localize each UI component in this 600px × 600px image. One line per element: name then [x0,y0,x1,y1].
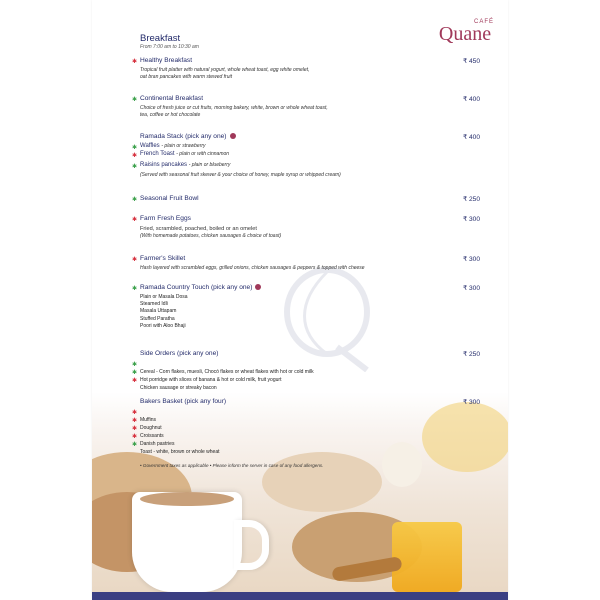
item-price: ₹ 300 [462,399,480,406]
item-description: tea, coffee or hot chocolate [140,112,201,118]
item-description: Choice of fresh juice or cut fruits, morning bakery, white, brown or whole wheat toast, [140,105,328,111]
item-price: ₹ 300 [462,216,480,223]
option: Masala Uttapam [140,308,177,315]
option: Doughnut [140,425,162,431]
item-price: ₹ 250 [462,196,480,203]
option: Hot porridge with slices of banana & hot or cold milk, fruit yogurt [140,377,282,383]
option: Poori with Aloo Bhaji [140,322,186,329]
section-timing: From 7:00 am to 10:30 am [140,44,199,50]
veg-icon: ✱ [132,96,138,103]
item-price: ₹ 400 [462,134,480,141]
item-price: ₹ 300 [462,285,480,292]
footnote: • Government taxes as applicable • Please inform the server in case of any food allergens. [140,463,324,468]
section-title: Breakfast [140,33,181,44]
menu-item [132,215,480,240]
menu-item [132,284,480,330]
item-name: Ramada Stack (pick any one) [140,133,236,140]
option: Steamed Idli [140,301,168,308]
item-price: ₹ 300 [462,256,480,263]
nonveg-icon: ✱ [132,425,138,432]
item-name: Continental Breakfast [140,95,204,102]
nonveg-icon: ✱ [132,409,138,416]
nonveg-icon: ✱ [132,216,138,223]
veg-icon: ✱ [132,285,138,292]
logo-name-text: Quane [438,23,492,45]
option: Muffins [140,417,157,423]
badge-icon [255,284,261,290]
veg-icon: ✱ [132,163,138,170]
menu-page [92,0,508,600]
bottom-bar [92,592,508,600]
logo-cafe-text: CAFÉ [473,19,494,25]
menu-item [132,195,480,205]
option: Toast - white, brown or whole wheat [140,449,220,455]
veg-icon: ✱ [132,144,138,151]
item-name: Side Orders (pick any one) [140,350,219,357]
item-description: Tropical fruit platter with natural yogurt, whole wheat toast, egg white omelet, [140,67,310,73]
veg-icon: ✱ [132,369,138,376]
nonveg-icon: ✱ [132,152,138,159]
sub-item: French Toast - plain or with cinnamon [140,151,230,157]
item-name: Healthy Breakfast [140,57,193,64]
nonveg-icon: ✱ [132,417,138,424]
item-name: Farm Fresh Eggs [140,215,191,222]
menu-item [132,398,480,455]
nonveg-icon: ✱ [132,256,138,263]
item-name: Ramada Country Touch (pick any one) [140,284,261,291]
item-price: ₹ 250 [462,351,480,358]
cafe-logo [428,19,502,46]
menu-item [132,133,480,179]
option: Croissants [140,433,164,439]
item-description: (With homemade potatoes, chicken sausages & choice of toast) [140,233,282,239]
item-description: oat bran pancakes with warm stewed fruit [140,74,232,80]
menu-item [132,57,480,81]
nonveg-icon: ✱ [132,433,138,440]
nonveg-icon: ✱ [132,58,138,65]
item-line: Fried, scrambled, poached, boiled or an omelet [140,226,257,232]
option: Danish pastries [140,441,175,447]
nonveg-icon: ✱ [132,377,138,384]
item-name: Seasonal Fruit Bowl [140,195,199,202]
item-description: (Served with seasonal fruit skewer & your choice of honey, maple syrup or whipped cream) [140,172,341,178]
sub-item: Raisins pancakes - plain or blueberry [140,162,231,168]
veg-icon: ✱ [132,441,138,448]
item-name: Bakers Basket (pick any four) [140,398,227,405]
sub-item: Waffles - plain or strawberry [140,143,206,149]
item-price: ₹ 400 [462,96,480,103]
veg-icon: ✱ [132,196,138,203]
menu-item [132,350,480,391]
menu-item [132,255,480,272]
option: Cereal - Corn flakes, muesli, Chocó flakes or wheat flakes with hot or cold milk [140,369,314,375]
item-price: ₹ 450 [462,58,480,65]
item-description: Hash layered with scrambled eggs, grilled onions, chicken sausages & peppers & topped with cheese [140,265,365,271]
menu-item [132,95,480,119]
option: Chicken sausage or streaky bacon [140,385,217,391]
option: Plain or Masala Dosa [140,294,188,300]
veg-icon: ✱ [132,361,138,368]
badge-icon [230,133,236,139]
item-name: Farmer's Skillet [140,255,186,262]
option: Stuffed Paratha [140,315,175,322]
